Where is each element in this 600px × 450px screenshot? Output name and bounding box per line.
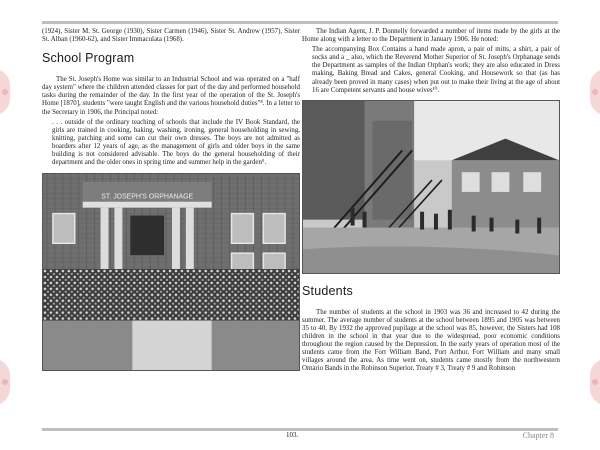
decorative-emblem-icon <box>0 62 20 122</box>
decorative-emblem-icon <box>0 352 20 412</box>
intro-paragraph: (1924), Sister M. St. George (1930), Sister Carmen (1946), Sister St. Andrew (1957), Sister St. Alban (1960-62), and Sister Immaculata (1968). <box>42 28 300 44</box>
left-column <box>42 28 300 371</box>
photo-sign-text: ST. JOSEPH'S ORPHANAGE <box>101 193 194 201</box>
school-program-paragraph: The St. Joseph's Home was similar to an Industrial School and was operated on a "half day system" where the children attended classes for part of the day and performed household tasks during the remainder of the day. In the first year of the operation of the St. Joseph's Home [1870], students "were taught English and the various household duties"⁸. In a letter to the Secretary in 1906, the Principal noted: <box>42 76 300 116</box>
decorative-emblem-icon <box>580 62 600 122</box>
orphanage-group-photo <box>42 173 300 371</box>
right-column <box>302 28 560 374</box>
decorative-emblem-icon <box>580 352 600 412</box>
agent-quote: The accompanying Box Contains a hand made apron, a pair of mitts, a shirt, a pair of socks and a _ also, which the Reverend Mother Superior of St. Joseph's Orphanage sends the Department as samples of the Indian Orphan's work; they are also educated in Dress making, Baking Bread and Cakes, general Cooking, and Housework so that (as has already been proved in many cases) when put out to make their living at the age of about 16 are Competent servants and house wives¹⁰. <box>312 46 560 94</box>
indian-agent-paragraph: The Indian Agent, J. P. Donnelly forwarded a number of items made by the girls at the Home along with a letter to the Department in January 1906. He noted: <box>302 28 560 44</box>
chapter-label: Chapter 8 <box>522 431 554 440</box>
section-title-school-program: School Program <box>42 51 135 66</box>
bottom-rule <box>42 428 558 431</box>
top-rule <box>42 21 558 24</box>
section-title-students: Students <box>302 283 353 298</box>
students-paragraph: The number of students at the school in 1903 was 36 and increased to 42 during the summer. The average number of students at the school between 1895 and 1905 was between 35 to 40. By 1932 the approved pupilage at the school was 85, however, the Sisters had 108 children in the school in that year due to the widespread, poor economic conditions throughout the region caused by the Depression. In the early years of operation most of the students came from the Fort William Band, Port Arthur, Fort William and many small villages around the area. As time went on, students came mostly from the northwestern Ontario Bands in the Robinson Superior, Treaty # 3, Treaty # 9 and Robinson <box>302 308 560 373</box>
children-playground-photo <box>302 100 560 274</box>
principal-quote: . . . outside of the ordinary teaching of schools that include the IV Book Standard, the girls are trained in cooking, baking, washing, ironing, general householding in sewing, knitting, patching and some can cut their own dresses. The boys are not admitted as boarders after 12 years of age, as the management of girls and older boys in the same building is not considered advisable. The boys do the general householding of their department and the older ones in spring time and summer help in the garden⁹. <box>52 118 300 167</box>
page-number: 103. <box>286 431 299 439</box>
